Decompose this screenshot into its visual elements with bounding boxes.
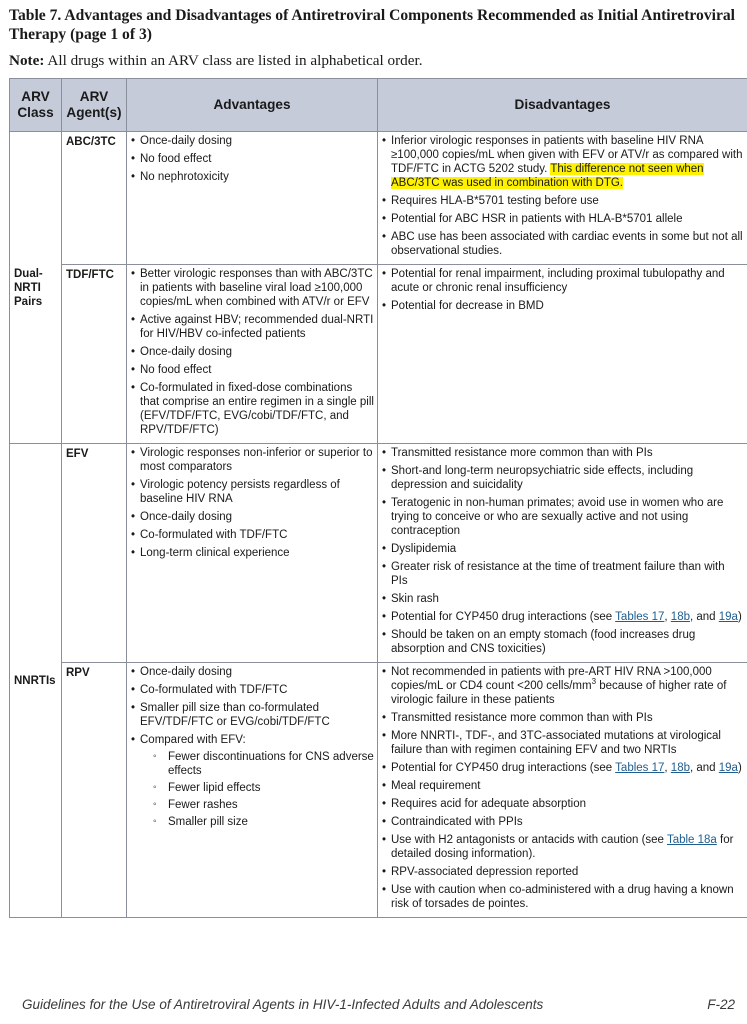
- disadvantage-item: [381, 729, 744, 757]
- advantage-item: [130, 345, 374, 359]
- disadvantage-item: [381, 665, 744, 707]
- disadvantage-item: [381, 560, 744, 588]
- disadvantage-item: [381, 592, 744, 606]
- disadvantage-item: [381, 212, 744, 226]
- disadvantage-list: [381, 665, 744, 911]
- sub-list: [140, 750, 374, 829]
- disadvantage-list: [381, 446, 744, 656]
- superscript: 3: [591, 677, 597, 687]
- advantages-cell: [127, 265, 378, 444]
- table-link[interactable]: 18b: [670, 611, 690, 623]
- sub-list-item: ◦ Fewer discontinuations for CNS adverse effects: [140, 750, 374, 778]
- item-text: Transmitted resistance more common than with PIs: [391, 712, 653, 724]
- item-text: No food effect: [140, 364, 212, 376]
- advantage-list: [130, 665, 374, 829]
- disadvantages-cell: [378, 663, 747, 918]
- arv-class-cell: NNRTIs: [10, 444, 62, 918]
- advantage-item: [130, 528, 374, 542]
- item-text: Potential for renal impairment, including proximal tubulopathy and acute or chronic renal insufficiency: [391, 268, 725, 294]
- advantage-item: [130, 478, 374, 506]
- advantage-item: [130, 363, 374, 377]
- item-text: Inferior virologic responses in patients with baseline HIV RNA ≥100,000 copies/mL when given with EFV or ATV/r as compared with TDF/FTC in ACTG 5202 study.: [391, 135, 743, 175]
- sub-list-item: ◦ Fewer rashes: [140, 798, 374, 812]
- disadvantage-item: [381, 496, 744, 538]
- item-text: because of higher rate of virologic failure in these patients: [391, 680, 727, 706]
- table-link[interactable]: 18b: [670, 762, 690, 774]
- advantage-item: [130, 134, 374, 148]
- item-text: No food effect: [140, 153, 212, 165]
- item-text: for detailed dosing information).: [391, 834, 734, 860]
- arv-class-cell: Dual-NRTI Pairs: [10, 132, 62, 444]
- item-text: Potential for CYP450 drug interactions (see: [391, 611, 616, 623]
- arv-agent-cell: EFV: [62, 444, 127, 663]
- highlighted-text: This difference not seen when ABC/3TC was used in combination with DTG.: [391, 163, 704, 189]
- item-text: Co-formulated with TDF/FTC: [140, 684, 288, 696]
- item-text: Requires HLA-B*5701 testing before use: [391, 195, 599, 207]
- advantage-item: [130, 381, 374, 437]
- advantage-item: [130, 267, 374, 309]
- item-text: , and: [689, 611, 719, 623]
- advantages-cell: [127, 663, 378, 918]
- table-link[interactable]: Table 18a: [666, 834, 717, 846]
- item-text: Teratogenic in non-human primates; avoid use in women who are trying to conceive or who are sexually active and not using contraception: [391, 497, 724, 537]
- item-text: Potential for CYP450 drug interactions (see: [391, 762, 616, 774]
- page-number: F-22: [707, 997, 735, 1012]
- table-body: [10, 132, 747, 918]
- disadvantage-item: [381, 267, 744, 295]
- item-text: Greater risk of resistance at the time of treatment failure than with PIs: [391, 561, 725, 587]
- disadvantage-item: [381, 230, 744, 258]
- item-text: No nephrotoxicity: [140, 171, 229, 183]
- sub-list-item: ◦ Fewer lipid effects: [140, 781, 374, 795]
- header-advantages: Advantages: [127, 79, 378, 132]
- table-link[interactable]: Tables 17: [615, 611, 665, 623]
- item-text: Short-and long-term neuropsychiatric side effects, including depression and suicidality: [391, 465, 694, 491]
- table-title: Table 7. Advantages and Disadvantages of Antiretroviral Components Recommended as Initial Antiretroviral Therapy (page 1 of 3): [9, 7, 736, 43]
- item-text: Requires acid for adequate absorption: [391, 798, 586, 810]
- disadvantage-item: [381, 761, 744, 775]
- advantage-item: [130, 510, 374, 524]
- item-text: Smaller pill size than co-formulated EFV/TDF/FTC or EVG/cobi/TDF/FTC: [140, 702, 330, 728]
- item-text: Once-daily dosing: [140, 135, 233, 147]
- note-label: Note:: [9, 52, 45, 69]
- advantage-item: [130, 701, 374, 729]
- advantage-item: [130, 546, 374, 560]
- advantage-item: [130, 170, 374, 184]
- footer-title: Guidelines for the Use of Antiretroviral Agents in HIV-1-Infected Adults and Adolescents: [22, 997, 544, 1012]
- disadvantage-item: [381, 134, 744, 190]
- header-arv-agents: ARV Agent(s): [62, 79, 127, 132]
- table-link[interactable]: 19a: [718, 762, 738, 774]
- table-row: [10, 265, 747, 444]
- disadvantage-item: [381, 628, 744, 656]
- header-row: [10, 79, 747, 132]
- item-text: , and: [689, 762, 719, 774]
- item-text: Compared with EFV:: [140, 734, 246, 746]
- advantage-list: [130, 134, 374, 184]
- item-text: Use with caution when co-administered with a drug having a known risk of torsades de pointes.: [391, 884, 734, 910]
- advantage-item: [130, 683, 374, 697]
- advantage-item: [130, 152, 374, 166]
- disadvantage-list: [381, 267, 744, 313]
- advantages-cell: [127, 132, 378, 265]
- table-link[interactable]: Tables 17: [615, 762, 665, 774]
- table-link[interactable]: 19a: [718, 611, 738, 623]
- advantage-list: [130, 446, 374, 560]
- advantage-list: [130, 267, 374, 437]
- header-arv-class: ARV Class: [10, 79, 62, 132]
- advantage-item: [130, 313, 374, 341]
- item-text: Skin rash: [391, 593, 439, 605]
- item-text: Better virologic responses than with ABC/3TC in patients with baseline viral load ≥100,000 copies/mL when combined with ATV/r or EFV: [140, 268, 373, 308]
- table-row: [10, 132, 747, 265]
- item-text: Potential for decrease in BMD: [391, 300, 544, 312]
- item-text: Use with H2 antagonists or antacids with caution (see: [391, 834, 667, 846]
- disadvantage-item: [381, 865, 744, 879]
- disadvantage-item: [381, 797, 744, 811]
- item-text: Dyslipidemia: [391, 543, 457, 555]
- item-text: Contraindicated with PPIs: [391, 816, 523, 828]
- item-text: Not recommended in patients with pre-ART HIV RNA >100,000 copies/mL or CD4 count <200 cells/mm: [391, 666, 712, 692]
- disadvantage-item: [381, 446, 744, 460]
- disadvantages-cell: [378, 444, 747, 663]
- item-text: RPV-associated depression reported: [391, 866, 579, 878]
- item-text: Once-daily dosing: [140, 346, 233, 358]
- note: [9, 52, 739, 70]
- item-text: Meal requirement: [391, 780, 481, 792]
- header-disadvantages: Disadvantages: [378, 79, 747, 132]
- disadvantage-item: [381, 542, 744, 556]
- item-text: Co-formulated with TDF/FTC: [140, 529, 288, 541]
- disadvantage-item: [381, 833, 744, 861]
- disadvantage-item: [381, 610, 744, 624]
- item-text: Co-formulated in fixed-dose combinations that comprise an entire regimen in a single pill (EFV/TDF/FTC, EVG/cobi/TDF/FTC, and RPV/TDF/FTC): [140, 382, 374, 436]
- item-text: ,: [664, 611, 671, 623]
- item-text: Transmitted resistance more common than with PIs: [391, 447, 653, 459]
- sub-list-item: ◦ Smaller pill size: [140, 815, 374, 829]
- item-text: More NNRTI-, TDF-, and 3TC-associated mutations at virological failure than with regimen containing EFV and two NRTIs: [391, 730, 721, 756]
- disadvantage-item: [381, 815, 744, 829]
- disadvantage-item: [381, 883, 744, 911]
- item-text: Virologic responses non-inferior or superior to most comparators: [140, 447, 373, 473]
- advantage-item: [130, 665, 374, 679]
- advantages-cell: [127, 444, 378, 663]
- disadvantage-item: [381, 299, 744, 313]
- item-text: ,: [664, 762, 671, 774]
- arv-agent-cell: TDF/FTC: [62, 265, 127, 444]
- item-text: Should be taken on an empty stomach (food increases drug absorption and CNS toxicities): [391, 629, 696, 655]
- item-text: Once-daily dosing: [140, 511, 233, 523]
- disadvantage-item: [381, 711, 744, 725]
- disadvantage-list: [381, 134, 744, 258]
- item-text: Active against HBV; recommended dual-NRTI for HIV/HBV co-infected patients: [140, 314, 374, 340]
- table-row: [10, 444, 747, 663]
- disadvantages-cell: [378, 265, 747, 444]
- arv-agent-cell: ABC/3TC: [62, 132, 127, 265]
- arv-table: [9, 78, 747, 918]
- item-text: ): [737, 762, 742, 774]
- item-text: Potential for ABC HSR in patients with HLA-B*5701 allele: [391, 213, 683, 225]
- item-text: Long-term clinical experience: [140, 547, 290, 559]
- item-text: Once-daily dosing: [140, 666, 233, 678]
- advantage-item: [130, 733, 374, 829]
- item-text: Virologic potency persists regardless of baseline HIV RNA: [140, 479, 340, 505]
- advantage-item: [130, 446, 374, 474]
- disadvantage-item: [381, 779, 744, 793]
- table-row: [10, 663, 747, 918]
- item-text: ): [737, 611, 742, 623]
- arv-agent-cell: RPV: [62, 663, 127, 918]
- item-text: ABC use has been associated with cardiac events in some but not all observational studies.: [391, 231, 743, 257]
- note-text: All drugs within an ARV class are listed in alphabetical order.: [44, 52, 423, 69]
- disadvantages-cell: [378, 132, 747, 265]
- disadvantage-item: [381, 194, 744, 208]
- disadvantage-item: [381, 464, 744, 492]
